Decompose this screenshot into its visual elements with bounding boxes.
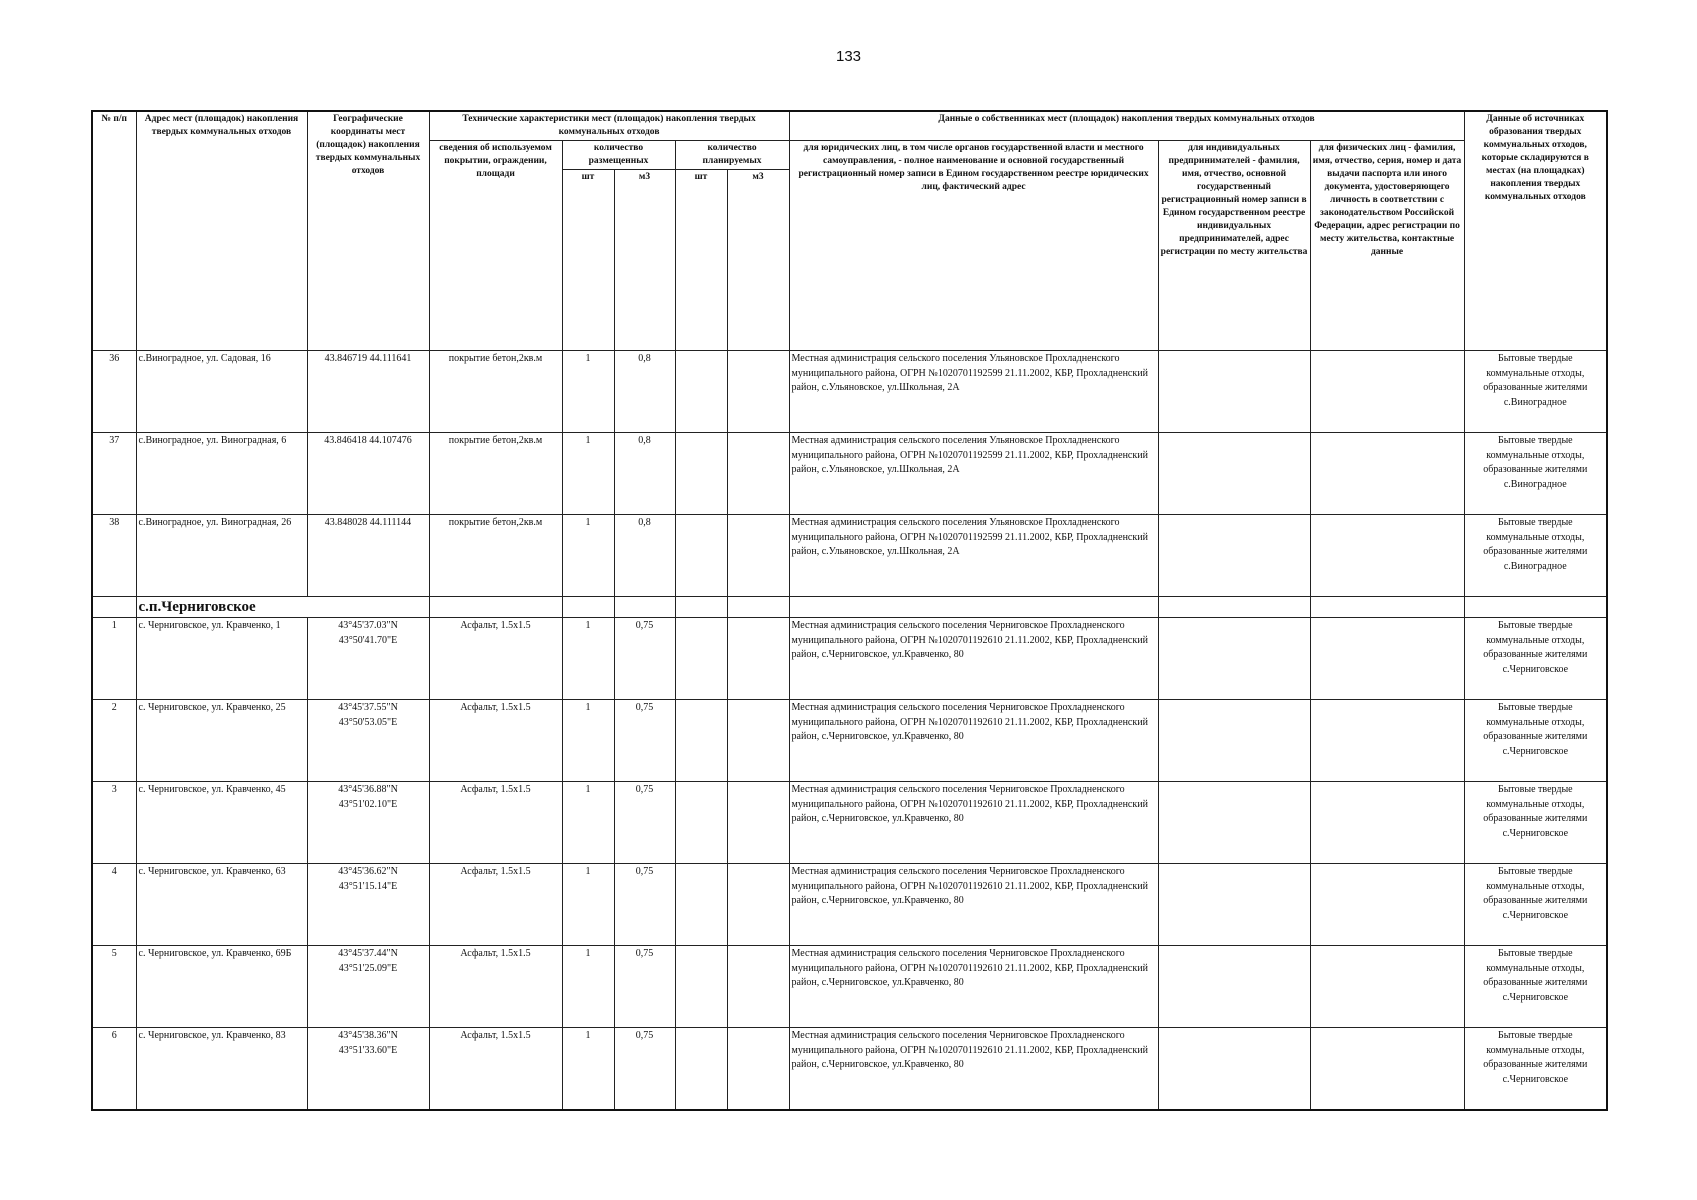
cell-address: с. Черниговское, ул. Кравченко, 45 [136, 782, 307, 864]
cell-planned-pcs [675, 864, 727, 946]
section-empty-cell [727, 597, 789, 618]
cell-address: с. Черниговское, ул. Кравченко, 83 [136, 1028, 307, 1111]
cell-placed-pcs: 1 [562, 433, 614, 515]
cell-owner-individual [1310, 515, 1464, 597]
table-row [92, 1028, 1607, 1111]
cell-placed-m3: 0,75 [614, 700, 675, 782]
cell-planned-m3 [727, 864, 789, 946]
header-owners: Данные о собственниках мест (площадок) накопления твердых коммунальных отходов [789, 111, 1464, 141]
cell-owner-legal: Местная администрация сельского поселения Черниговское Прохладненского муниципального района, ОГРН №1020701192610 21.11.2002, КБР, Прохладненский район, с.Черниговское, ул.Кравченко, 80 [789, 618, 1158, 700]
cell-num: 5 [92, 946, 136, 1028]
section-empty-cell [614, 597, 675, 618]
section-empty-cell [562, 597, 614, 618]
cell-placed-m3: 0,75 [614, 864, 675, 946]
cell-surface: покрытие бетон,2кв.м [429, 351, 562, 433]
cell-owner-entrepreneur [1158, 700, 1310, 782]
cell-placed-m3: 0,75 [614, 1028, 675, 1111]
cell-placed-pcs: 1 [562, 700, 614, 782]
cell-owner-entrepreneur [1158, 433, 1310, 515]
cell-placed-m3: 0,75 [614, 946, 675, 1028]
section-row [92, 597, 1607, 618]
cell-planned-pcs [675, 700, 727, 782]
cell-coords: 43.846719 44.111641 [307, 351, 429, 433]
cell-source: Бытовые твердые коммунальные отходы, образованные жителями с.Черниговское [1464, 864, 1607, 946]
cell-placed-m3: 0,75 [614, 618, 675, 700]
cell-planned-m3 [727, 515, 789, 597]
cell-owner-legal: Местная администрация сельского поселения Ульяновское Прохладненского муниципального района, ОГРН №1020701192599 21.11.2002, КБР, Прохладненский район, с.Ульяновское, ул.Школьная, 2А [789, 515, 1158, 597]
table-row [92, 351, 1607, 433]
cell-placed-m3: 0,75 [614, 782, 675, 864]
cell-planned-pcs [675, 782, 727, 864]
cell-address: с. Черниговское, ул. Кравченко, 25 [136, 700, 307, 782]
cell-owner-legal: Местная администрация сельского поселения Черниговское Прохладненского муниципального района, ОГРН №1020701192610 21.11.2002, КБР, Прохладненский район, с.Черниговское, ул.Кравченко, 80 [789, 946, 1158, 1028]
cell-planned-pcs [675, 1028, 727, 1111]
cell-planned-pcs [675, 351, 727, 433]
section-num-cell [92, 597, 136, 618]
cell-placed-pcs: 1 [562, 351, 614, 433]
cell-placed-pcs: 1 [562, 782, 614, 864]
cell-owner-legal: Местная администрация сельского поселения Ульяновское Прохладненского муниципального района, ОГРН №1020701192599 21.11.2002, КБР, Прохладненский район, с.Ульяновское, ул.Школьная, 2А [789, 351, 1158, 433]
cell-address: с. Черниговское, ул. Кравченко, 69Б [136, 946, 307, 1028]
cell-num: 36 [92, 351, 136, 433]
header-planned-pcs: шт [675, 170, 727, 351]
cell-num: 6 [92, 1028, 136, 1111]
cell-planned-pcs [675, 515, 727, 597]
table-row [92, 618, 1607, 700]
cell-planned-pcs [675, 946, 727, 1028]
cell-source: Бытовые твердые коммунальные отходы, образованные жителями с.Черниговское [1464, 946, 1607, 1028]
cell-owner-entrepreneur [1158, 946, 1310, 1028]
cell-num: 37 [92, 433, 136, 515]
cell-address: с. Черниговское, ул. Кравченко, 1 [136, 618, 307, 700]
section-empty-cell [1310, 597, 1464, 618]
header-sources: Данные об источниках образования твердых коммунальных отходов, которые складируются в местах (на площадках) накопления твердых коммунальных отходов [1464, 111, 1607, 351]
cell-surface: покрытие бетон,2кв.м [429, 515, 562, 597]
cell-num: 1 [92, 618, 136, 700]
cell-surface: Асфальт, 1.5x1.5 [429, 618, 562, 700]
cell-num: 2 [92, 700, 136, 782]
header-qty-placed: количество размещенных [562, 141, 675, 170]
cell-planned-m3 [727, 782, 789, 864]
section-title: с.п.Черниговское [136, 597, 429, 618]
cell-address: с.Виноградное, ул. Садовая, 16 [136, 351, 307, 433]
cell-planned-pcs [675, 433, 727, 515]
cell-coords: 43°45'37.44"N 43°51'25.09"E [307, 946, 429, 1028]
cell-coords: 43°45'37.03"N 43°50'41.70"E [307, 618, 429, 700]
header-qty-planned: количество планируемых [675, 141, 789, 170]
cell-placed-pcs: 1 [562, 946, 614, 1028]
cell-owner-legal: Местная администрация сельского поселения Черниговское Прохладненского муниципального района, ОГРН №1020701192610 21.11.2002, КБР, Прохладненский район, с.Черниговское, ул.Кравченко, 80 [789, 1028, 1158, 1111]
header-coords: Географические координаты мест (площадок) накопления твердых коммунальных отходов [307, 111, 429, 351]
cell-surface: покрытие бетон,2кв.м [429, 433, 562, 515]
cell-placed-pcs: 1 [562, 515, 614, 597]
section-empty-cell [675, 597, 727, 618]
cell-source: Бытовые твердые коммунальные отходы, образованные жителями с.Черниговское [1464, 700, 1607, 782]
table-body [92, 351, 1607, 1111]
cell-source: Бытовые твердые коммунальные отходы, образованные жителями с.Черниговское [1464, 618, 1607, 700]
cell-source: Бытовые твердые коммунальные отходы, образованные жителями с.Черниговское [1464, 1028, 1607, 1111]
cell-surface: Асфальт, 1.5x1.5 [429, 1028, 562, 1111]
header-planned-m3: м3 [727, 170, 789, 351]
table-row [92, 946, 1607, 1028]
cell-owner-entrepreneur [1158, 864, 1310, 946]
cell-source: Бытовые твердые коммунальные отходы, образованные жителями с.Виноградное [1464, 515, 1607, 597]
header-individuals: для физических лиц - фамилия, имя, отчество, серия, номер и дата выдачи паспорта или иного документа, удостоверяющего личность в соответствии с законодательством Российской Федерации, адрес регистрации по месту жительства, контактные данные [1310, 141, 1464, 351]
cell-coords: 43°45'37.55"N 43°50'53.05"E [307, 700, 429, 782]
cell-planned-m3 [727, 700, 789, 782]
cell-placed-pcs: 1 [562, 1028, 614, 1111]
cell-owner-individual [1310, 433, 1464, 515]
cell-source: Бытовые твердые коммунальные отходы, образованные жителями с.Черниговское [1464, 782, 1607, 864]
section-empty-cell [429, 597, 562, 618]
cell-address: с.Виноградное, ул. Виноградная, 6 [136, 433, 307, 515]
cell-owner-individual [1310, 351, 1464, 433]
section-empty-cell [789, 597, 1158, 618]
cell-planned-m3 [727, 1028, 789, 1111]
cell-num: 38 [92, 515, 136, 597]
cell-owner-entrepreneur [1158, 782, 1310, 864]
waste-sites-table [91, 110, 1608, 1111]
table-row [92, 700, 1607, 782]
header-legal: для юридических лиц, в том числе органов государственной власти и местного самоуправления, - полное наименование и основной государственный регистрационный номер записи в Едином государственном реестре юридических лиц, фактический адрес [789, 141, 1158, 351]
header-placed-m3: м3 [614, 170, 675, 351]
cell-placed-m3: 0,8 [614, 515, 675, 597]
cell-placed-pcs: 1 [562, 864, 614, 946]
table-row [92, 515, 1607, 597]
cell-owner-legal: Местная администрация сельского поселения Черниговское Прохладненского муниципального района, ОГРН №1020701192610 21.11.2002, КБР, Прохладненский район, с.Черниговское, ул.Кравченко, 80 [789, 700, 1158, 782]
cell-planned-m3 [727, 618, 789, 700]
section-empty-cell [1464, 597, 1607, 618]
cell-coords: 43.848028 44.111144 [307, 515, 429, 597]
cell-planned-m3 [727, 946, 789, 1028]
cell-surface: Асфальт, 1.5x1.5 [429, 946, 562, 1028]
cell-address: с.Виноградное, ул. Виноградная, 26 [136, 515, 307, 597]
header-individual-entrepreneurs: для индивидуальных предпринимателей - фамилия, имя, отчество, основной государственный регистрационный номер записи в Едином государственном реестре индивидуальных предпринимателей, адрес регистрации по месту жительства [1158, 141, 1310, 351]
header-surface: сведения об используемом покрытии, ограждении, площади [429, 141, 562, 351]
cell-coords: 43°45'38.36"N 43°51'33.60"E [307, 1028, 429, 1111]
section-empty-cell [1158, 597, 1310, 618]
cell-coords: 43°45'36.88"N 43°51'02.10"E [307, 782, 429, 864]
header-tech: Технические характеристики мест (площадок) накопления твердых коммунальных отходов [429, 111, 789, 141]
cell-placed-m3: 0,8 [614, 433, 675, 515]
cell-surface: Асфальт, 1.5x1.5 [429, 864, 562, 946]
cell-owner-entrepreneur [1158, 351, 1310, 433]
cell-address: с. Черниговское, ул. Кравченко, 63 [136, 864, 307, 946]
cell-planned-m3 [727, 433, 789, 515]
cell-owner-legal: Местная администрация сельского поселения Ульяновское Прохладненского муниципального района, ОГРН №1020701192599 21.11.2002, КБР, Прохладненский район, с.Ульяновское, ул.Школьная, 2А [789, 433, 1158, 515]
table-header [92, 111, 1607, 351]
cell-source: Бытовые твердые коммунальные отходы, образованные жителями с.Виноградное [1464, 433, 1607, 515]
cell-placed-pcs: 1 [562, 618, 614, 700]
cell-owner-individual [1310, 1028, 1464, 1111]
cell-owner-individual [1310, 700, 1464, 782]
cell-owner-entrepreneur [1158, 1028, 1310, 1111]
cell-owner-individual [1310, 864, 1464, 946]
cell-owner-individual [1310, 946, 1464, 1028]
cell-owner-legal: Местная администрация сельского поселения Черниговское Прохладненского муниципального района, ОГРН №1020701192610 21.11.2002, КБР, Прохладненский район, с.Черниговское, ул.Кравченко, 80 [789, 782, 1158, 864]
cell-owner-legal: Местная администрация сельского поселения Черниговское Прохладненского муниципального района, ОГРН №1020701192610 21.11.2002, КБР, Прохладненский район, с.Черниговское, ул.Кравченко, 80 [789, 864, 1158, 946]
table-row [92, 433, 1607, 515]
header-num: № п/п [92, 111, 136, 351]
cell-owner-individual [1310, 782, 1464, 864]
page-number: 133 [835, 48, 862, 65]
cell-source: Бытовые твердые коммунальные отходы, образованные жителями с.Виноградное [1464, 351, 1607, 433]
cell-num: 4 [92, 864, 136, 946]
cell-planned-m3 [727, 351, 789, 433]
header-placed-pcs: шт [562, 170, 614, 351]
cell-owner-individual [1310, 618, 1464, 700]
cell-owner-entrepreneur [1158, 515, 1310, 597]
cell-surface: Асфальт, 1.5x1.5 [429, 700, 562, 782]
cell-placed-m3: 0,8 [614, 351, 675, 433]
table-row [92, 864, 1607, 946]
cell-coords: 43°45'36.62"N 43°51'15.14"E [307, 864, 429, 946]
cell-planned-pcs [675, 618, 727, 700]
header-address: Адрес мест (площадок) накопления твердых коммунальных отходов [136, 111, 307, 351]
cell-coords: 43.846418 44.107476 [307, 433, 429, 515]
cell-owner-entrepreneur [1158, 618, 1310, 700]
table-row [92, 782, 1607, 864]
cell-surface: Асфальт, 1.5x1.5 [429, 782, 562, 864]
cell-num: 3 [92, 782, 136, 864]
